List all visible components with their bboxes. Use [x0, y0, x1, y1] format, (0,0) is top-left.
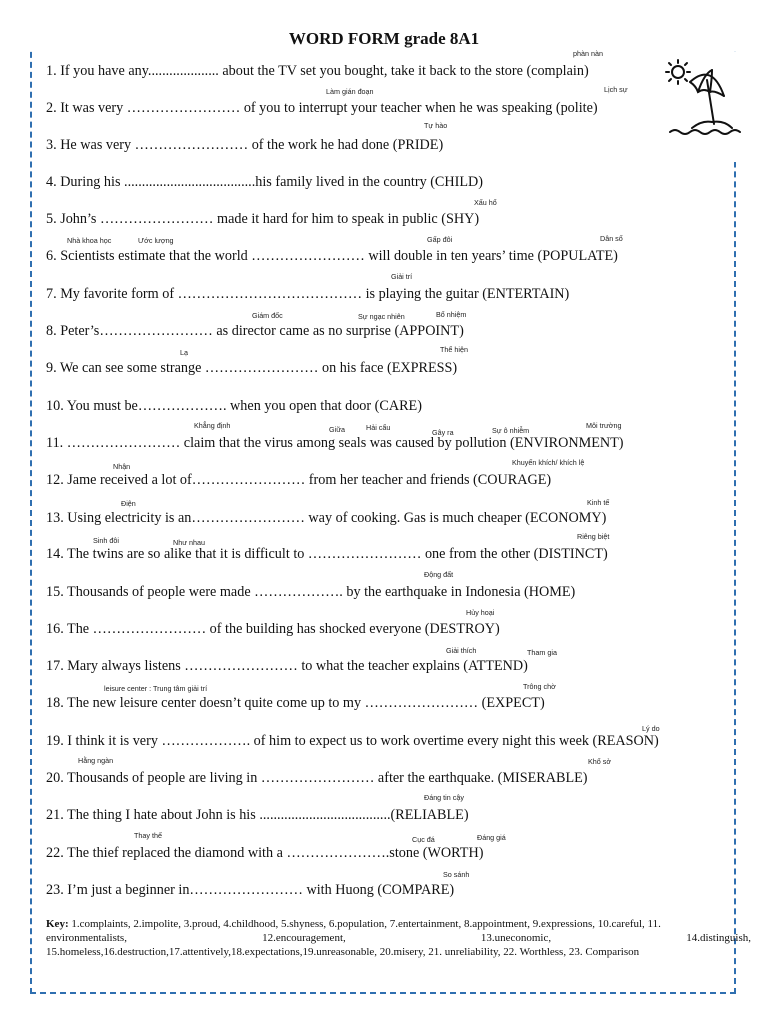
key-line-2 — [46, 931, 751, 945]
vocab-note: Đáng tin cậy — [424, 793, 464, 802]
question-18: 18. The new leisure center doesn’t quite come up to my …………………… (EXPECT) — [46, 695, 545, 711]
vocab-note: Làm gián đoạn — [326, 87, 374, 96]
vocab-note: Ước lượng — [138, 236, 174, 245]
question-5: 5. John’s …………………… made it hard for him to speak in public (SHY) — [46, 211, 480, 227]
question-12: 12. Jame received a lot of…………………… from her teacher and friends (COURAGE) — [46, 472, 552, 488]
answer-key — [46, 917, 751, 959]
vocab-note: Giám đốc — [252, 311, 283, 320]
vocab-note: phàn nàn — [573, 49, 603, 58]
island-umbrella-sun-icon — [662, 52, 744, 162]
vocab-note: Dân số — [600, 234, 623, 243]
question-8: 8. Peter’s…………………… as director came as no surprise (APPOINT) — [46, 323, 464, 339]
question-22: 22. The thief replaced the diamond with a ………………….stone (WORTH) — [46, 845, 484, 861]
vocab-note: Gây ra — [432, 428, 454, 437]
vocab-note: Giữa — [329, 425, 345, 434]
question-2: 2. It was very …………………… of you to interrupt your teacher when he was speaking (polite) — [46, 100, 598, 116]
vocab-note: Lạ — [180, 348, 188, 357]
vocab-note: So sánh — [443, 870, 470, 879]
question-9: 9. We can see some strange …………………… on his face (EXPRESS) — [46, 360, 458, 376]
vocab-note: Môi trường — [586, 421, 622, 430]
vocab-note: Khuyến khích/ khích lệ — [512, 458, 585, 467]
question-1: 1. If you have any.................... about the TV set you bought, take it back to the store (complain) — [46, 63, 589, 79]
vocab-note: Sinh đôi — [93, 536, 119, 545]
key-item: 13.uneconomic, — [480, 932, 552, 944]
question-7: 7. My favorite form of ………………………………… is playing the guitar (ENTERTAIN) — [46, 286, 570, 302]
question-3: 3. He was very …………………… of the work he had done (PRIDE) — [46, 137, 444, 153]
vocab-note: Bổ nhiệm — [436, 310, 467, 319]
vocab-note: Trông chờ — [523, 682, 556, 691]
key-line-3: 15.homeless,16.destruction,17.attentively,18.expectations,19.unreasonable, 20.misery, 21. unreliability, 22. Worthless, 23. Comparison — [46, 946, 640, 958]
question-4: 4. During his .....................................his family lived in the country (CHILD) — [46, 174, 484, 190]
vocab-note: Gấp đôi — [427, 235, 453, 244]
vocab-note: Động đất — [424, 570, 454, 579]
vocab-note: leisure center : Trung tâm giải trí — [104, 684, 208, 693]
vocab-note: Giải thích — [446, 646, 477, 655]
vocab-note: Tham gia — [527, 648, 557, 657]
vocab-note: Thay thế — [134, 831, 162, 840]
question-23: 23. I’m just a beginner in…………………… with Huong (COMPARE) — [46, 882, 455, 898]
vocab-note: Xấu hổ — [474, 198, 497, 207]
key-line-1: 1.complaints, 2.impolite, 3.proud, 4.childhood, 5.shyness, 6.population, 7.entertainment, 8.appointment, 9.expressions, 10.careful, 11. — [68, 918, 661, 930]
vocab-note: Sự ngạc nhiên — [358, 312, 405, 321]
worksheet-title: WORD FORM grade 8A1 — [0, 28, 768, 50]
vocab-note: Đáng giá — [477, 833, 506, 842]
vocab-note: Hải cẩu — [366, 423, 391, 432]
vocab-note: Điện — [121, 499, 136, 508]
vocab-note: Giải trí — [391, 272, 413, 281]
question-16: 16. The …………………… of the building has shocked everyone (DESTROY) — [46, 621, 500, 637]
question-19: 19. I think it is very ………………. of him to expect us to work overtime every night this week (REASON) — [46, 733, 659, 749]
vocab-note: Hủy hoại — [466, 608, 495, 617]
question-10: 10. You must be………………. when you open that door (CARE) — [46, 398, 422, 414]
vocab-note: Khẳng định — [194, 421, 231, 430]
question-13: 13. Using electricity is an…………………… way of cooking. Gas is much cheaper (ECONOMY) — [46, 510, 607, 526]
question-11: 11. …………………… claim that the virus among seals was caused by pollution (ENVIRONMENT) — [46, 435, 624, 451]
vocab-note: Lý do — [642, 724, 660, 733]
vocab-note: Cục đá — [412, 835, 435, 844]
vocab-note: Kinh tế — [587, 498, 610, 507]
question-15: 15. Thousands of people were made ………………. by the earthquake in Indonesia (HOME) — [46, 584, 576, 600]
vocab-note: Nhà khoa học — [67, 236, 112, 245]
key-label: Key: — [46, 918, 69, 930]
question-6: 6. Scientists estimate that the world …………………… will double in ten years’ time (POPULATE) — [46, 248, 618, 264]
question-17: 17. Mary always listens …………………… to what the teacher explains (ATTEND) — [46, 658, 528, 674]
vocab-note: Sự ô nhiễm — [492, 426, 530, 435]
question-20: 20. Thousands of people are living in …………………… after the earthquake. (MISERABLE) — [46, 770, 588, 786]
key-item: environmentalists, — [46, 932, 127, 944]
key-item: 14.distinguish, — [686, 932, 751, 944]
vocab-note: Lịch sự — [604, 85, 628, 94]
vocab-note: Nhận — [113, 462, 131, 471]
question-21: 21. The thing I hate about John is his .....................................(RELIABLE) — [46, 807, 469, 823]
vocab-note: Tự hào — [424, 121, 448, 130]
key-item: 12.encouragement, — [262, 932, 346, 944]
question-14: 14. The twins are so alike that it is difficult to …………………… one from the other (DISTINCT) — [46, 546, 608, 562]
vocab-note: Như nhau — [173, 538, 205, 547]
vocab-note: Thể hiện — [440, 345, 468, 354]
vocab-note: Hằng ngàn — [78, 756, 114, 765]
vocab-note: Riêng biệt — [577, 532, 610, 541]
vocab-note: Khổ sở — [588, 757, 612, 766]
